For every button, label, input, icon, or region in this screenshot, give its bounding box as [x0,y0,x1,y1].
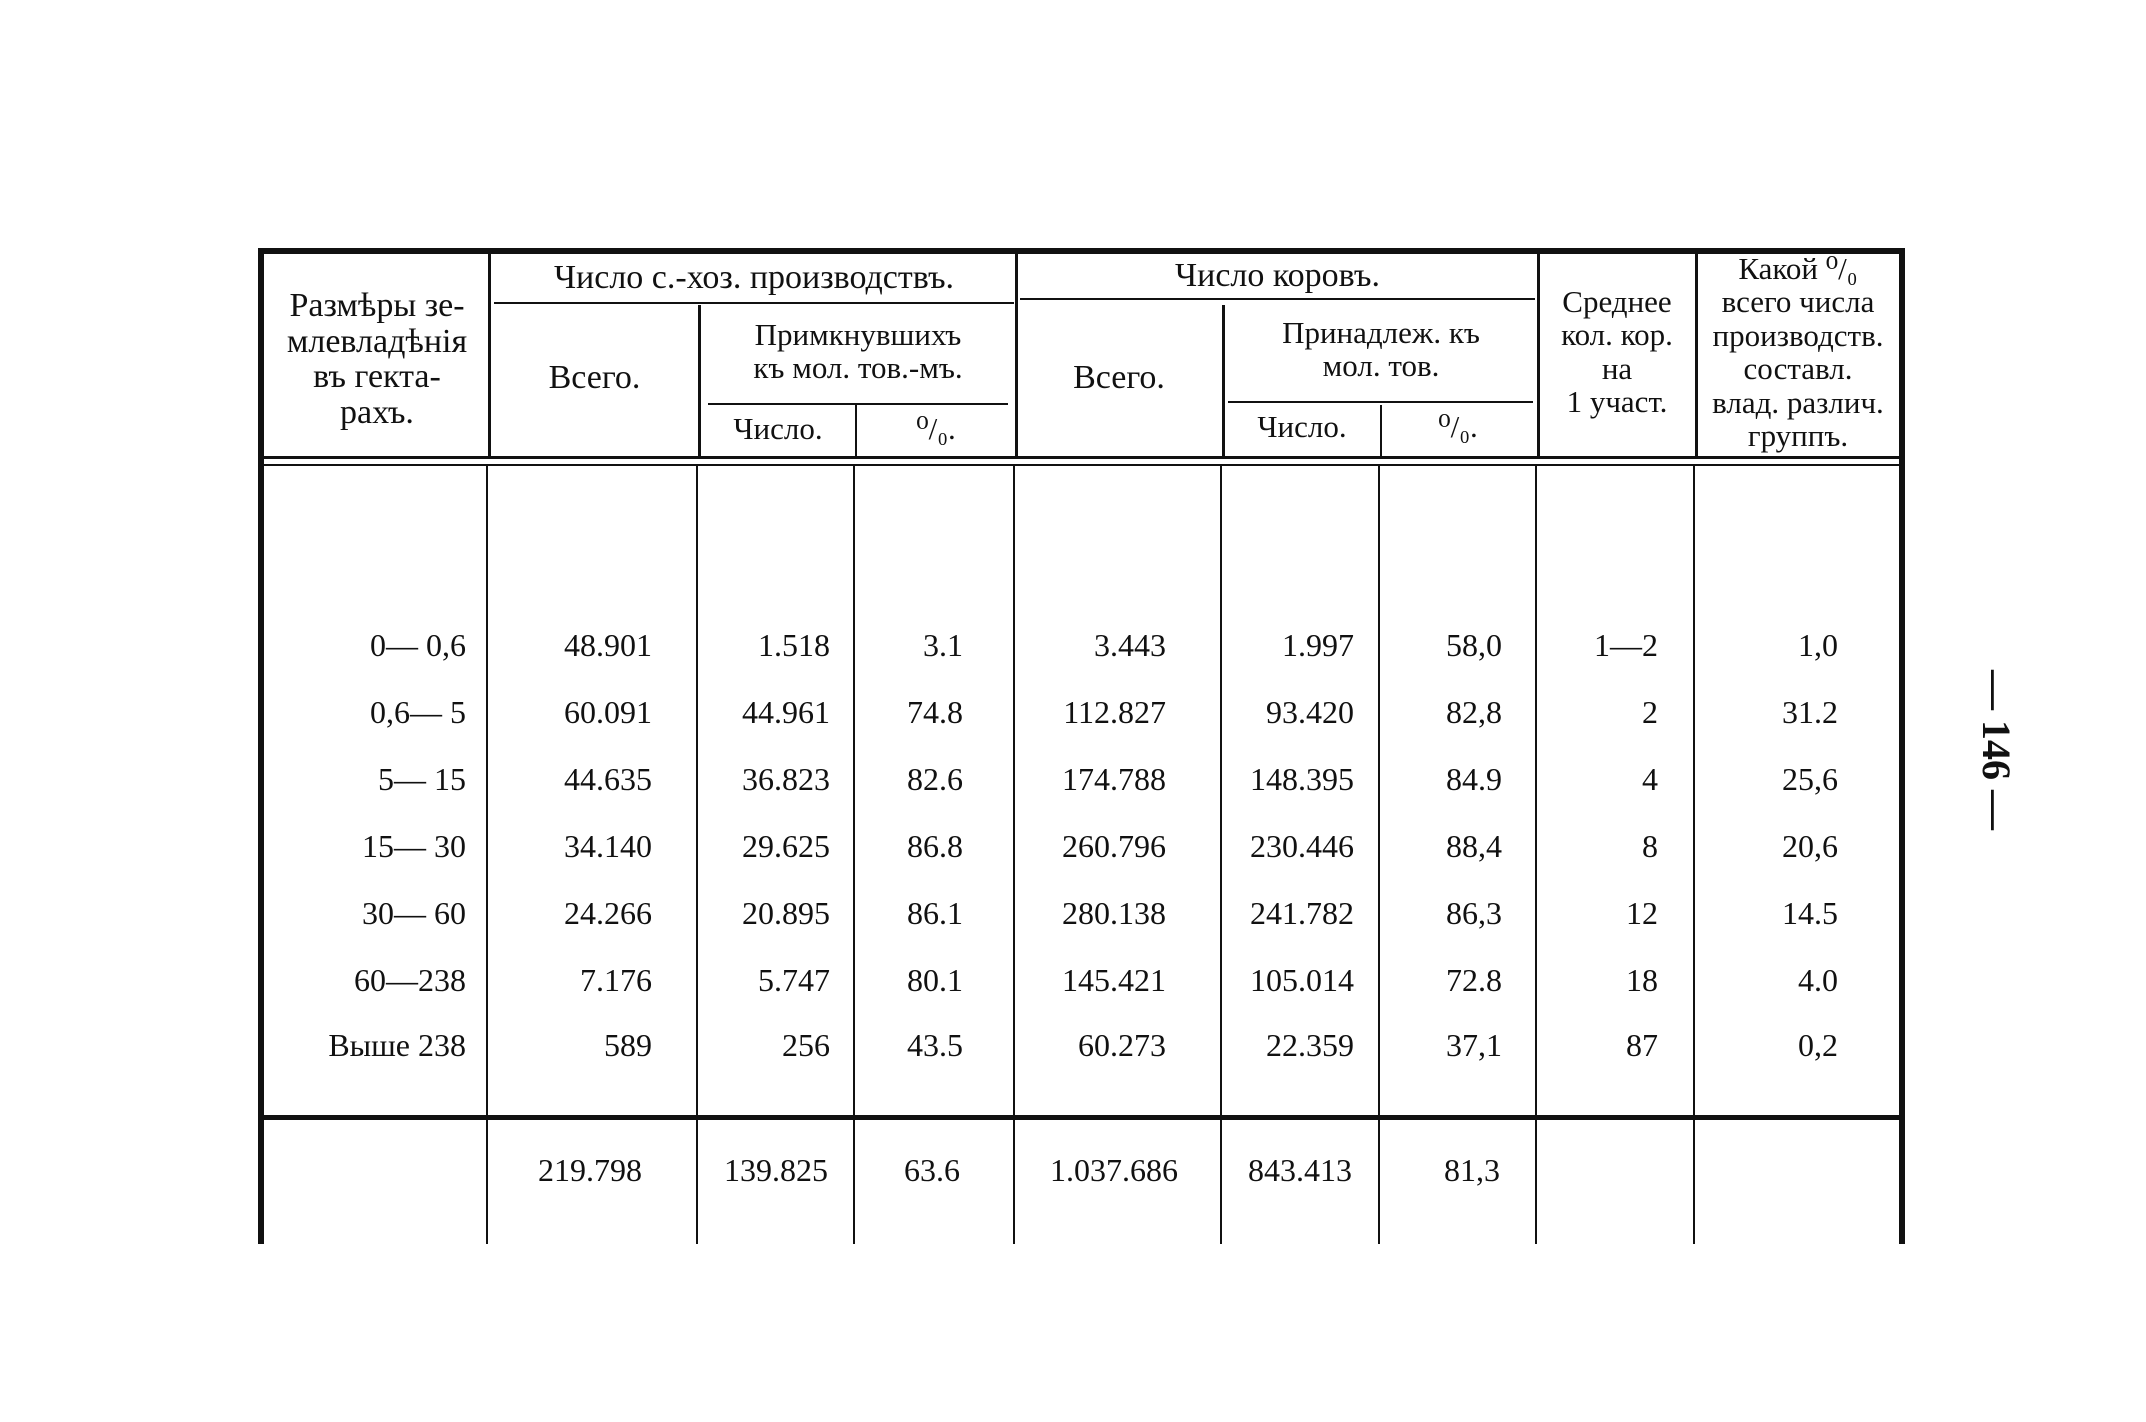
cell-share: 14.5 [1782,895,1838,931]
cell-avg: 8 [1642,828,1658,864]
cows-group-header: Число коровъ. [1175,257,1380,294]
cell-share: 4.0 [1798,962,1838,998]
cell-cows-total: 112.827 [1063,694,1166,730]
cell-share: 31.2 [1782,694,1838,730]
total-farms-total: 219.798 [538,1152,642,1188]
row-label-line-4: рахъ. [340,394,414,432]
joined-underline [708,403,1008,405]
avg-line-3: на [1601,350,1633,386]
cell-farms-total: 24.266 [564,895,652,931]
body-col-sep-5 [1220,466,1222,1244]
total-joined-pct: 63.6 [904,1152,960,1188]
share-line-6: группъ. [1747,418,1849,454]
row-label-line-1: Размѣры зе- [289,287,465,324]
cell-farms-total: 34.140 [564,828,652,864]
cell-farms-total: 60.091 [564,694,652,730]
cell-joined: 5.747 [758,962,830,998]
farms-joined-pct-header: ⁰/₀. [916,411,956,446]
cell-joined: 29.625 [742,828,830,864]
cows-total-header: Всего. [1073,359,1165,396]
body-col-sep-7 [1535,466,1537,1244]
share-line-5: влад. различ. [1712,384,1884,420]
row-label: 60—238 [354,962,466,998]
cows-belong-line-1: Принадлеж. къ [1282,315,1480,350]
cell-joined-pct: 86.1 [907,895,963,931]
row-label-line-2: млевладѣнія [286,322,468,360]
cell-cows-belong: 241.782 [1250,895,1354,931]
cell-avg: 2 [1642,694,1658,730]
farms-group-header: Число с.-хоз. производствъ. [553,259,955,296]
cell-joined-pct: 82.6 [907,761,963,797]
cell-farms-total: 48.901 [564,627,652,663]
col-sep-1 [488,254,491,459]
cell-joined: 20.895 [742,895,830,931]
farms-total-header: Всего. [548,359,641,396]
cell-cows-pct: 86,3 [1446,895,1502,931]
cell-cows-belong: 22.359 [1266,1027,1354,1063]
cell-cows-pct: 88,4 [1446,828,1502,864]
row-label: 0— 0,6 [370,627,466,663]
row-label: 5— 15 [378,761,466,797]
cell-avg: 4 [1642,761,1658,797]
table-left-border [258,248,264,1244]
row-label: 15— 30 [362,828,466,864]
farms-joined-header [702,318,1014,385]
cell-cows-belong: 105.014 [1250,962,1354,998]
col-sep-3 [855,405,857,459]
cell-avg: 18 [1626,962,1658,998]
cell-joined: 36.823 [742,761,830,797]
cell-joined-pct: 43.5 [907,1027,963,1063]
cell-cows-total: 60.273 [1078,1027,1166,1063]
total-joined: 139.825 [724,1152,828,1188]
share-header [1698,252,1898,453]
body-col-sep-3 [853,466,855,1244]
cell-cows-pct: 37,1 [1446,1027,1502,1063]
cell-cows-pct: 72.8 [1446,962,1502,998]
cell-joined: 1.518 [758,627,830,663]
share-line-3: производств. [1712,317,1884,353]
cell-cows-total: 260.796 [1062,828,1166,864]
row-label: 30— 60 [362,895,466,931]
cell-cows-pct: 58,0 [1446,627,1502,663]
body-col-sep-1 [486,466,488,1244]
header-double-rule-top [264,456,1899,459]
avg-line-1: Среднее [1562,284,1672,319]
avg-line-4: 1 участ. [1566,384,1668,420]
share-line-2: всего числа [1721,284,1875,320]
cell-share: 0,2 [1798,1027,1838,1063]
cell-cows-total: 145.421 [1062,962,1166,998]
cell-cows-total: 280.138 [1062,895,1166,931]
total-cows-pct: 81,3 [1444,1152,1500,1188]
cell-avg: 12 [1626,895,1658,931]
cell-share: 20,6 [1782,828,1838,864]
table-right-border [1899,248,1905,1244]
col-sep-2 [698,305,701,459]
total-cows-belong: 843.413 [1248,1152,1352,1188]
cell-cows-total: 174.788 [1062,761,1166,797]
row-label-header [268,288,486,431]
cell-share: 1,0 [1798,627,1838,663]
cell-cows-belong: 93.420 [1266,694,1354,730]
col-sep-5 [1222,305,1225,459]
cell-cows-belong: 1.997 [1282,627,1354,663]
cows-belong-count-header: Число. [1257,409,1347,444]
cell-cows-belong: 148.395 [1250,761,1354,797]
table-top-border [262,248,1904,254]
cows-belong-line-2: мол. тов. [1322,348,1440,384]
cell-farms-total: 44.635 [564,761,652,797]
row-label: 0,6— 5 [370,694,466,730]
avg-header [1540,285,1694,419]
belong-underline [1228,401,1533,403]
cell-joined-pct: 80.1 [907,962,963,998]
share-line-1: Какой ⁰/₀ [1738,251,1858,286]
avg-line-2: кол. кор. [1561,317,1673,353]
cell-cows-total: 3.443 [1094,627,1166,663]
cell-avg: 87 [1626,1027,1658,1063]
cell-joined-pct: 86.8 [907,828,963,864]
cell-cows-belong: 230.446 [1250,828,1354,864]
cows-belong-pct-header: ⁰/₀. [1438,409,1478,444]
body-col-sep-8 [1693,466,1695,1244]
cell-joined-pct: 3.1 [923,627,963,663]
body-col-sep-2 [696,466,698,1244]
total-cows-total: 1.037.686 [1050,1152,1178,1188]
cell-joined-pct: 74.8 [907,694,963,730]
cell-farms-total: 7.176 [580,962,652,998]
row-label: Выше 238 [328,1027,466,1063]
cell-share: 25,6 [1782,761,1838,797]
farms-joined-line-1: Примкнувшихъ [754,317,962,352]
page-number: — 146 — [1974,670,2019,830]
body-col-sep-4 [1013,466,1015,1244]
body-col-sep-6 [1378,466,1380,1244]
row-label-line-3: въ гекта- [313,358,441,396]
cell-joined: 44.961 [742,694,830,730]
share-line-4: составл. [1743,351,1853,387]
col-sep-4 [1015,254,1018,459]
farms-joined-line-2: къ мол. тов.-мъ. [753,350,963,386]
cows-group-underline [1020,298,1535,300]
cows-belong-header [1226,316,1536,383]
farms-group-underline [494,302,1014,304]
header-double-rule-bottom [264,464,1899,466]
farms-joined-count-header: Число. [733,411,823,446]
cell-joined: 256 [782,1027,830,1063]
cell-farms-total: 589 [604,1027,652,1063]
cell-cows-pct: 82,8 [1446,694,1502,730]
cell-cows-pct: 84.9 [1446,761,1502,797]
totals-rule [262,1115,1902,1120]
cell-avg: 1—2 [1594,627,1658,663]
